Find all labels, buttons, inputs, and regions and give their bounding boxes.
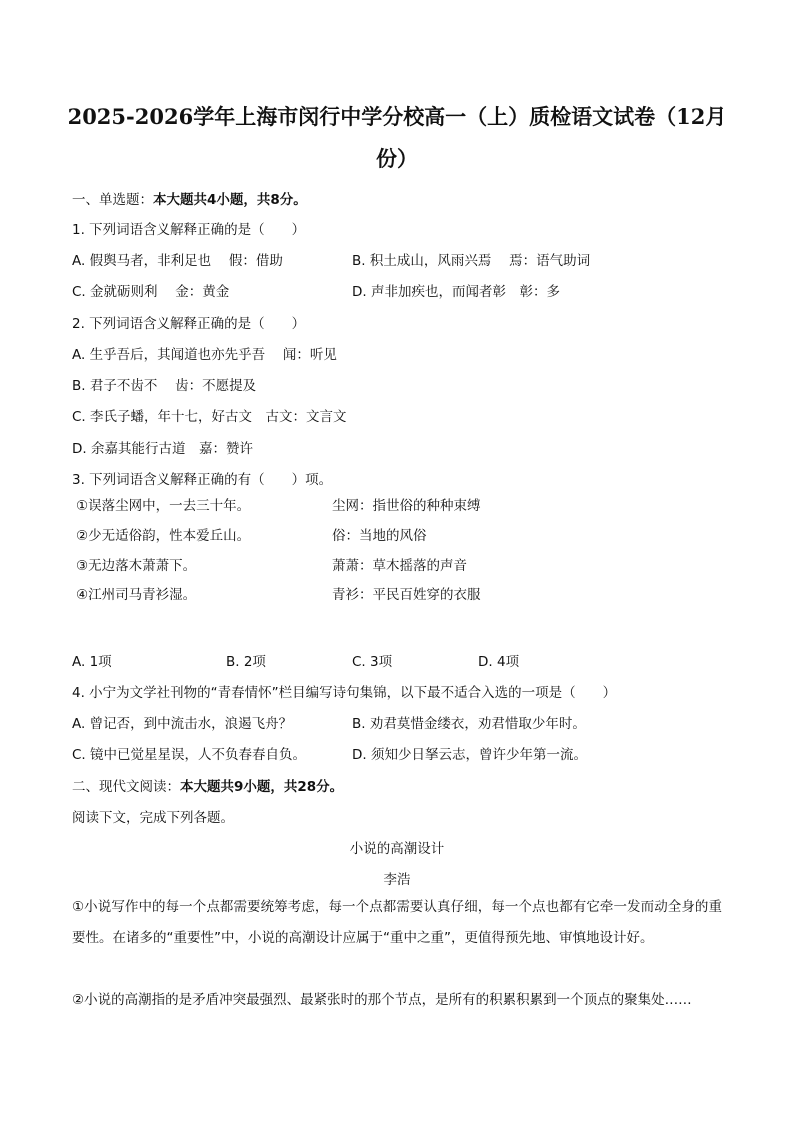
q4-stem: 4. 小宁为文学社刊物的“青春情怀”栏目编写诗句集锦，以下最不适合入选的一项是（ ） (72, 685, 617, 701)
section2-heading (72, 775, 343, 795)
q4-option-c: C. 镜中已觉星星误，人不负春春自负。 (72, 747, 307, 763)
q3-item-1-gloss: 尘网：指世俗的种种束缚 (332, 498, 481, 514)
section1-label: 一、单选题： (72, 192, 153, 208)
q3-stem: 3. 下列词语含义解释正确的有（ ）项。 (72, 472, 333, 488)
q3-item-4: ④江州司马青衫湿。 (76, 587, 197, 603)
reading-author: 李浩 (383, 872, 411, 888)
section2-label: 二、现代文阅读： (72, 779, 180, 795)
section1-desc: 本大题共4小题，共8分。 (153, 192, 307, 208)
q3-item-3: ③无边落木萧萧下。 (76, 558, 197, 574)
q1-stem: 1. 下列词语含义解释正确的是（ ） (72, 222, 306, 238)
q3-item-2-gloss: 俗：当地的风俗 (332, 528, 427, 544)
reading-instruction: 阅读下文，完成下列各题。 (72, 810, 234, 826)
q2-option-a: A. 生乎吾后，其闻道也亦先乎吾 闻：听见 (72, 347, 337, 363)
q1-option-b: B. 积土成山，风雨兴焉 焉：语气助词 (352, 253, 591, 269)
q1-option-c: C. 金就砺则利 金：黄金 (72, 284, 230, 300)
q1-option-d: D. 声非加疾也，而闻者彰 彰：多 (352, 284, 560, 300)
q3-option-b: B. 2项 (226, 654, 266, 670)
q4-option-a: A. 曾记否，到中流击水，浪遏飞舟？ (72, 716, 293, 732)
q2-option-c: C. 李氏子蟠，年十七，好古文 古文：文言文 (72, 409, 347, 425)
reading-paragraph-2: ②小说的高潮指的是矛盾冲突最强烈、最紧张时的那个节点，是所有的积累积累到一个顶点的聚集处…… (72, 992, 692, 1008)
exam-title-line2: 份） (376, 146, 418, 171)
q4-option-d: D. 须知少日拏云志，曾许少年第一流。 (352, 747, 587, 763)
section2-desc: 本大题共9小题，共28分。 (180, 779, 344, 795)
reading-title: 小说的高潮设计 (349, 841, 445, 857)
q2-option-b: B. 君子不齿不 齿：不愿提及 (72, 378, 257, 394)
exam-title (60, 96, 734, 180)
reading-paragraph-1: ①小说写作中的每一个点都需要统筹考虑，每一个点都需要认真仔细，每一个点也都有它牵一发而动全身的重要性。在诸多的“重要性”中，小说的高潮设计应属于“重中之重”，更值得预先地、审慎地设计好。 (72, 899, 722, 946)
q3-item-1: ①误落尘网中，一去三十年。 (76, 498, 251, 514)
q3-item-3-gloss: 萧萧：草木摇落的声音 (332, 558, 467, 574)
q3-item-2: ②少无适俗韵，性本爱丘山。 (76, 528, 251, 544)
q3-option-c: C. 3项 (352, 654, 393, 670)
q4-option-b: B. 劝君莫惜金缕衣，劝君惜取少年时。 (352, 716, 586, 732)
q3-option-d: D. 4项 (478, 654, 520, 670)
q3-option-a: A. 1项 (72, 654, 112, 670)
exam-title-line1: 2025-2026学年上海市闵行中学分校高一（上）质检语文试卷（12月 (67, 104, 727, 129)
q3-item-4-gloss: 青衫：平民百姓穿的衣服 (332, 587, 481, 603)
q2-option-d: D. 余嘉其能行古道 嘉：赞许 (72, 441, 253, 457)
q1-option-a: A. 假舆马者，非利足也 假：借助 (72, 253, 283, 269)
q2-stem: 2. 下列词语含义解释正确的是（ ） (72, 316, 306, 332)
section1-heading (72, 188, 307, 208)
